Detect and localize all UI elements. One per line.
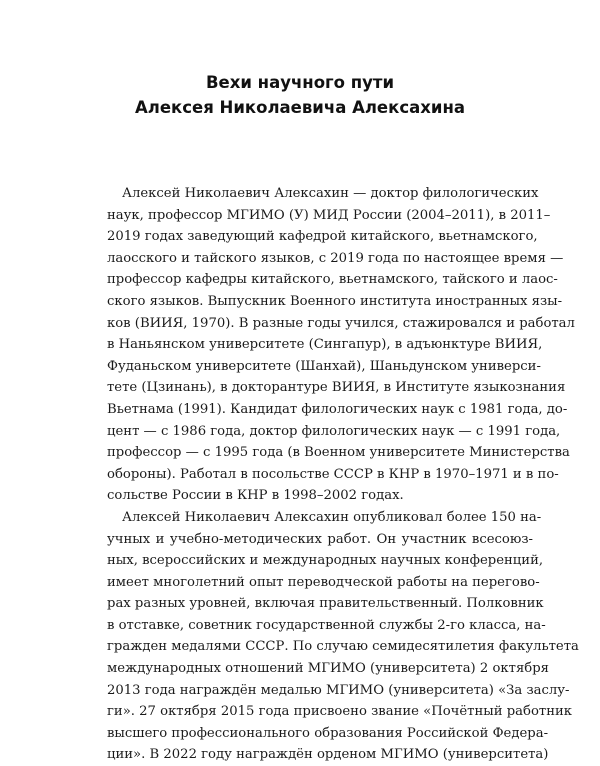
body-text <box>107 183 579 766</box>
title-line-2: Алексея Николаевича Алексахина <box>135 98 465 117</box>
text-line: лаосского и тайского языков, с 2019 года по настоящее время — <box>107 250 564 266</box>
text-line: 2013 года награждён медалью МГИМО (университета) «За заслу- <box>107 682 570 698</box>
text-line: Алексей Николаевич Алексахин — доктор филологических <box>122 186 539 201</box>
text-line: ского языков. Выпускник Военного института иностранных язы- <box>107 293 563 309</box>
text-line: учных и учебно-методических работ. Он участник всесоюз- <box>107 531 533 547</box>
text-line: сольстве России в КНР в 1998–2002 годах. <box>107 488 404 504</box>
paragraph-1 <box>107 183 575 507</box>
text-line: рах разных уровней, включая правительственный. Полковник <box>107 596 544 612</box>
text-line: высшего профессионального образования Российской Федера- <box>107 725 549 741</box>
text-line: ков (ВИИЯ, 1970). В разные годы учился, стажировался и работал <box>107 315 575 331</box>
text-line: ги». 27 октября 2015 года присвоено звание «Почётный работник <box>107 704 573 720</box>
text-line: гражден медалями СССР. По случаю семидесятилетия факультета <box>107 639 579 655</box>
text-line: обороны). Работал в посольстве СССР в КНР в 1970–1971 и в по- <box>107 466 559 482</box>
page-title <box>0 70 600 120</box>
text-line: ных, всероссийских и международных научных конференций, <box>107 553 544 569</box>
text-line: 2019 годах заведующий кафедрой китайского, вьетнамского, <box>107 229 538 245</box>
text-line: тете (Цзинань), в докторантуре ВИИЯ, в Институте языкознания <box>107 380 566 396</box>
text-line: Алексей Николаевич Алексахин опубликовал более 150 на- <box>122 509 542 525</box>
text-line: цент — с 1986 года, доктор филологических наук — с 1991 года, <box>107 423 561 439</box>
text-line: Фуданьском университете (Шанхай), Шаньдунском универси- <box>107 358 541 374</box>
text-line: Вьетнама (1991). Кандидат филологических наук с 1981 года, до- <box>107 401 568 417</box>
text-line: в отставке, советник государственной службы 2-го класса, на- <box>107 617 546 633</box>
text-line: профессор кафедры китайского, вьетнамского, тайского и лаос- <box>107 272 558 288</box>
text-line: наук, профессор МГИМО (У) МИД России (2004–2011), в 2011– <box>107 207 551 223</box>
text-line: имеет многолетний опыт переводческой работы на перегово- <box>107 574 540 590</box>
title-line-1: Вехи научного пути <box>205 73 395 92</box>
text-line: профессор — с 1995 года (в Военном университете Министерства <box>107 445 570 461</box>
paragraph-2 <box>107 507 579 766</box>
text-line: в Наньянском университете (Сингапур), в адъюнктуре ВИИЯ, <box>107 337 543 353</box>
text-line: ции». В 2022 году награждён орденом МГИМО (университета) <box>107 747 549 763</box>
text-line: международных отношений МГИМО (университета) 2 октября <box>107 661 549 677</box>
